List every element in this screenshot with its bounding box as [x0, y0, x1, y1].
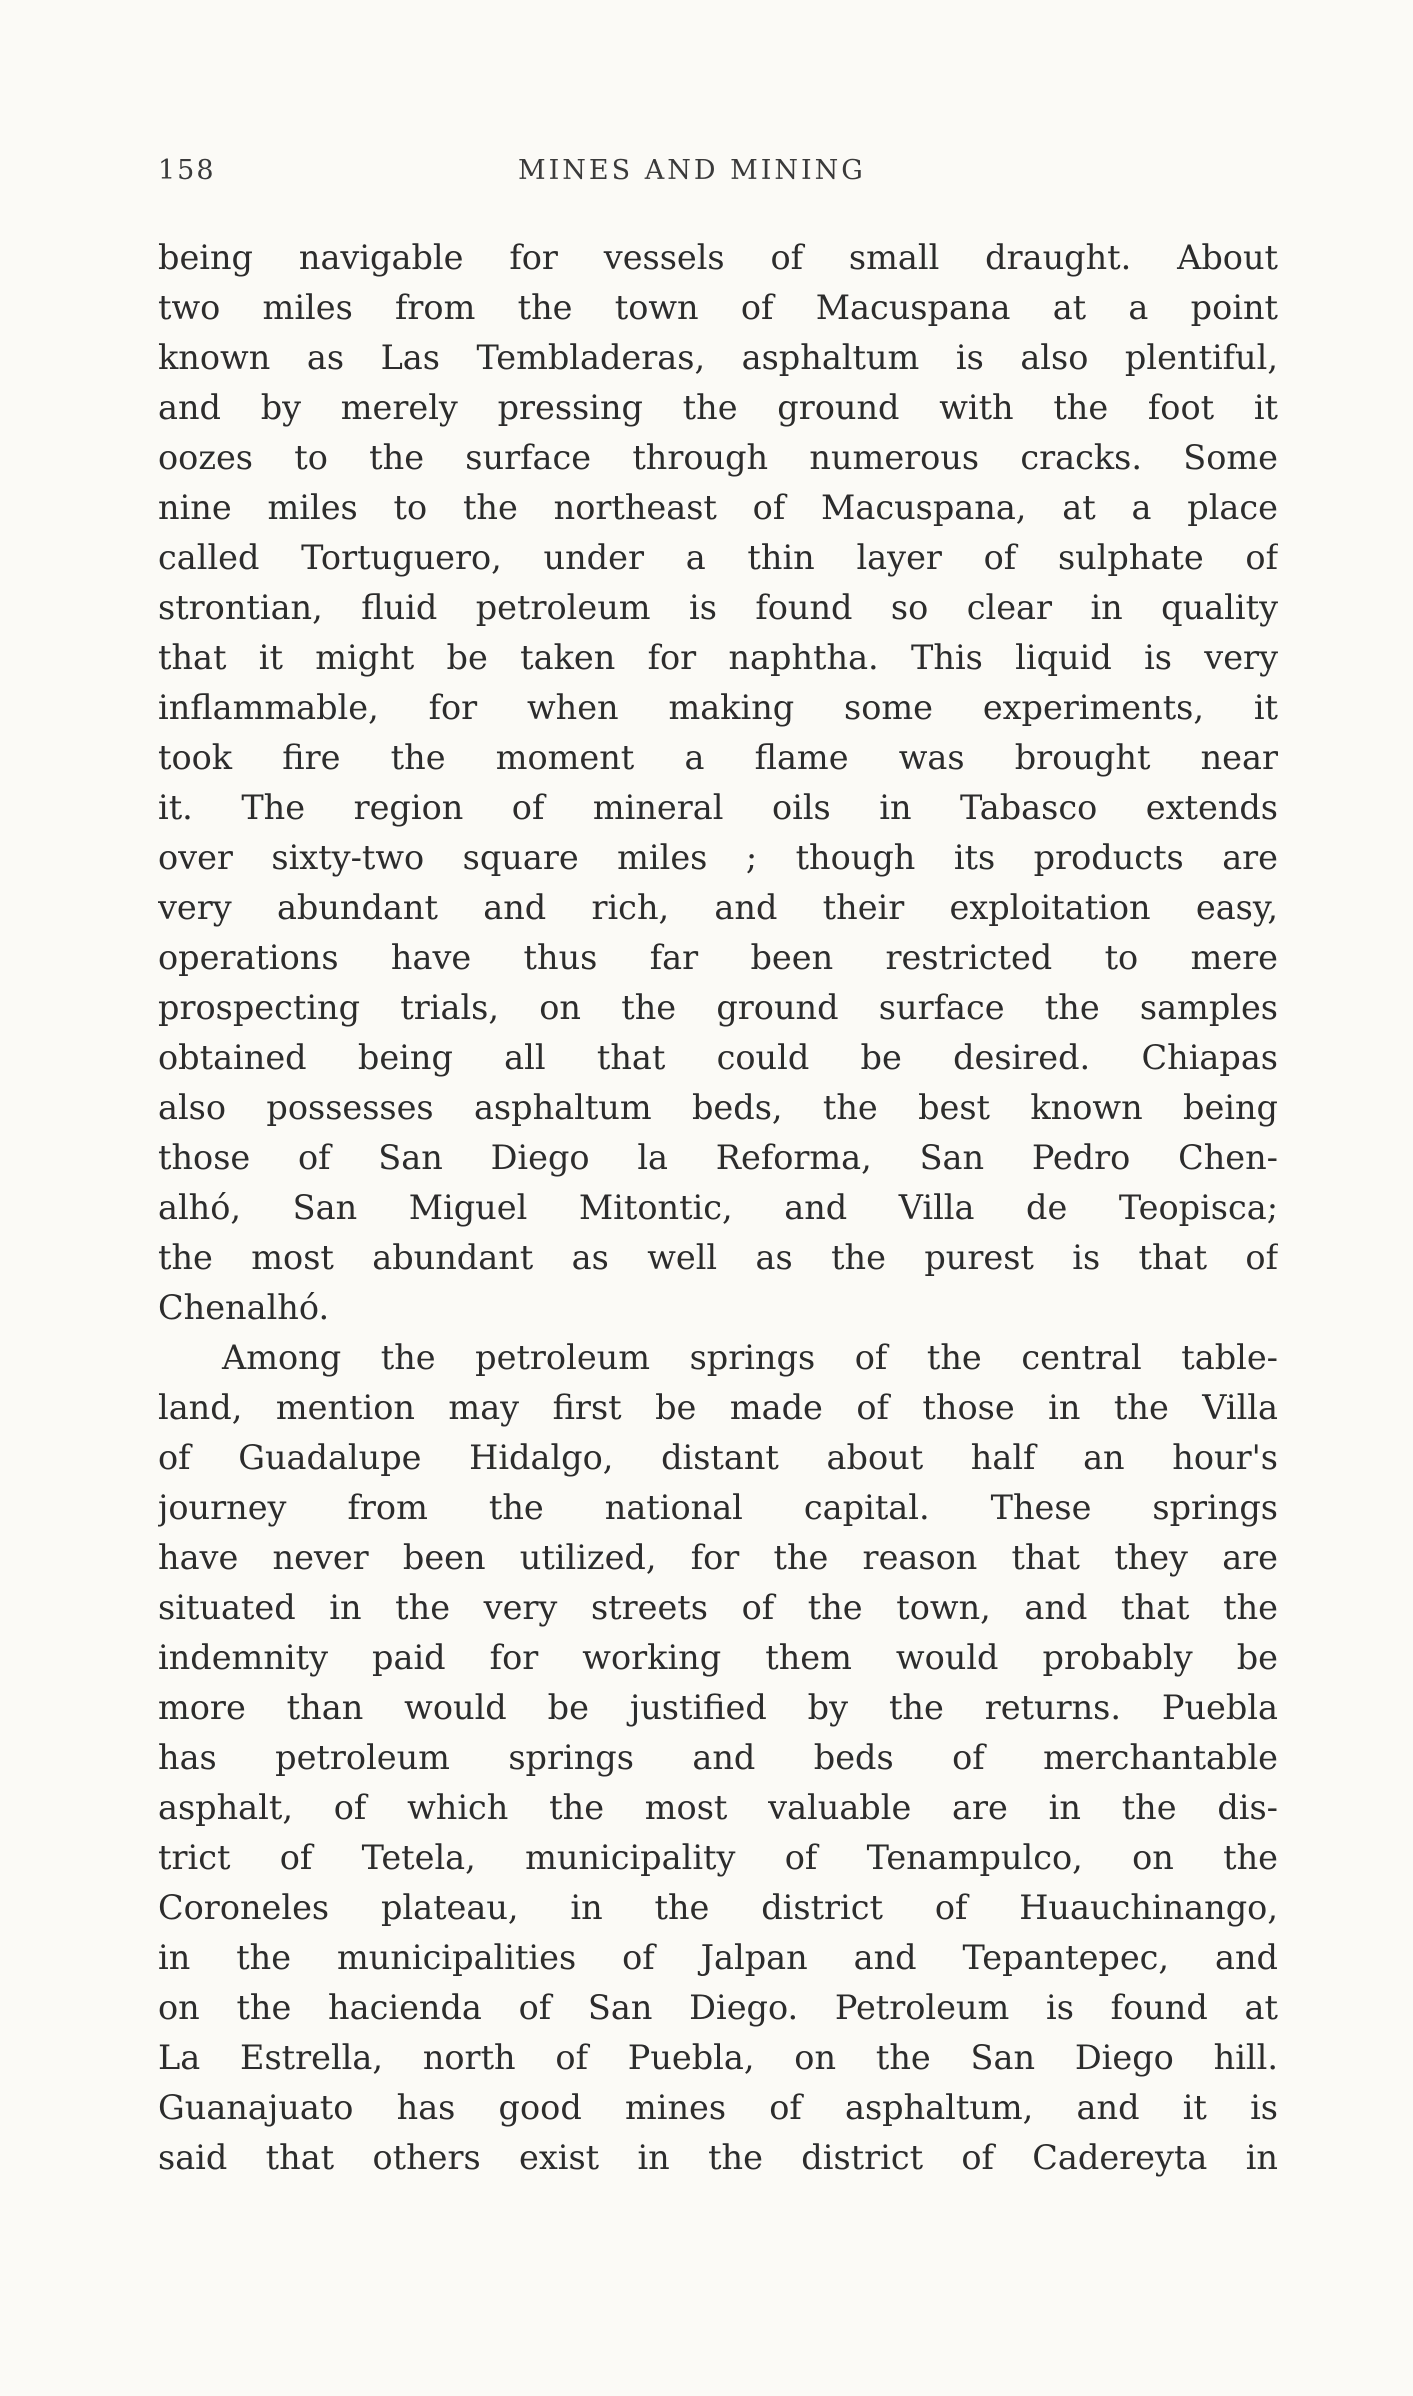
page-number: 158 [158, 155, 216, 186]
text-line: over sixty-two square miles ; though its products are [158, 838, 1278, 877]
text-line: the most abundant as well as the purest is that of [158, 1238, 1278, 1277]
text-line: said that others exist in the district of Cadereyta in [158, 2138, 1278, 2177]
text-line: nine miles to the northeast of Macuspana, at a place [158, 488, 1278, 527]
paragraph-2 [158, 1333, 1278, 2183]
text-line: inflammable, for when making some experiments, it [158, 688, 1278, 727]
text-line: it. The region of mineral oils in Tabasco extends [158, 788, 1278, 827]
text-line: has petroleum springs and beds of merchantable [158, 1738, 1278, 1777]
text-line: land, mention may first be made of those in the Villa [158, 1388, 1278, 1427]
text-line: strontian, fluid petroleum is found so clear in quality [158, 588, 1278, 627]
text-line: in the municipalities of Jalpan and Tepantepec, and [158, 1938, 1278, 1977]
text-line: asphalt, of which the most valuable are in the dis- [158, 1788, 1278, 1827]
text-line: that it might be taken for naphtha. This liquid is very [158, 638, 1278, 677]
body-text [158, 233, 1278, 2183]
text-line: oozes to the surface through numerous cracks. Some [158, 438, 1278, 477]
text-line: being navigable for vessels of small draught. About [158, 238, 1278, 277]
text-line: those of San Diego la Reforma, San Pedro Chen- [158, 1138, 1278, 1177]
text-line: took fire the moment a flame was brought near [158, 738, 1278, 777]
text-line: indemnity paid for working them would probably be [158, 1638, 1278, 1677]
text-line: very abundant and rich, and their exploitation easy, [158, 888, 1278, 927]
text-line: obtained being all that could be desired. Chiapas [158, 1038, 1278, 1077]
paragraph-1 [158, 233, 1278, 1333]
text-line: known as Las Tembladeras, asphaltum is also plentiful, [158, 338, 1278, 377]
text-line: Among the petroleum springs of the central table- [222, 1338, 1278, 1377]
text-line: Chenalhó. [158, 1288, 330, 1327]
text-line: on the hacienda of San Diego. Petroleum is found at [158, 1988, 1278, 2027]
running-title: MINES AND MINING [518, 155, 866, 186]
text-line: alhó, San Miguel Mitontic, and Villa de Teopisca; [158, 1188, 1278, 1227]
text-line: called Tortuguero, under a thin layer of sulphate of [158, 538, 1278, 577]
text-line: La Estrella, north of Puebla, on the San Diego hill. [158, 2038, 1278, 2077]
text-line: two miles from the town of Macuspana at a point [158, 288, 1278, 327]
text-line: of Guadalupe Hidalgo, distant about half an hour's [158, 1438, 1278, 1477]
text-line: and by merely pressing the ground with the foot it [158, 388, 1278, 427]
running-head [158, 155, 1278, 195]
text-line: Coroneles plateau, in the district of Huauchinango, [158, 1888, 1278, 1927]
text-line: situated in the very streets of the town, and that the [158, 1588, 1278, 1627]
text-line: operations have thus far been restricted to mere [158, 938, 1278, 977]
text-line: Guanajuato has good mines of asphaltum, and it is [158, 2088, 1278, 2127]
text-line: also possesses asphaltum beds, the best known being [158, 1088, 1278, 1127]
text-line: more than would be justified by the returns. Puebla [158, 1688, 1278, 1727]
text-line: journey from the national capital. These springs [158, 1488, 1278, 1527]
text-line: trict of Tetela, municipality of Tenampulco, on the [158, 1838, 1278, 1877]
text-line: prospecting trials, on the ground surface the samples [158, 988, 1278, 1027]
text-line: have never been utilized, for the reason that they are [158, 1538, 1278, 1577]
